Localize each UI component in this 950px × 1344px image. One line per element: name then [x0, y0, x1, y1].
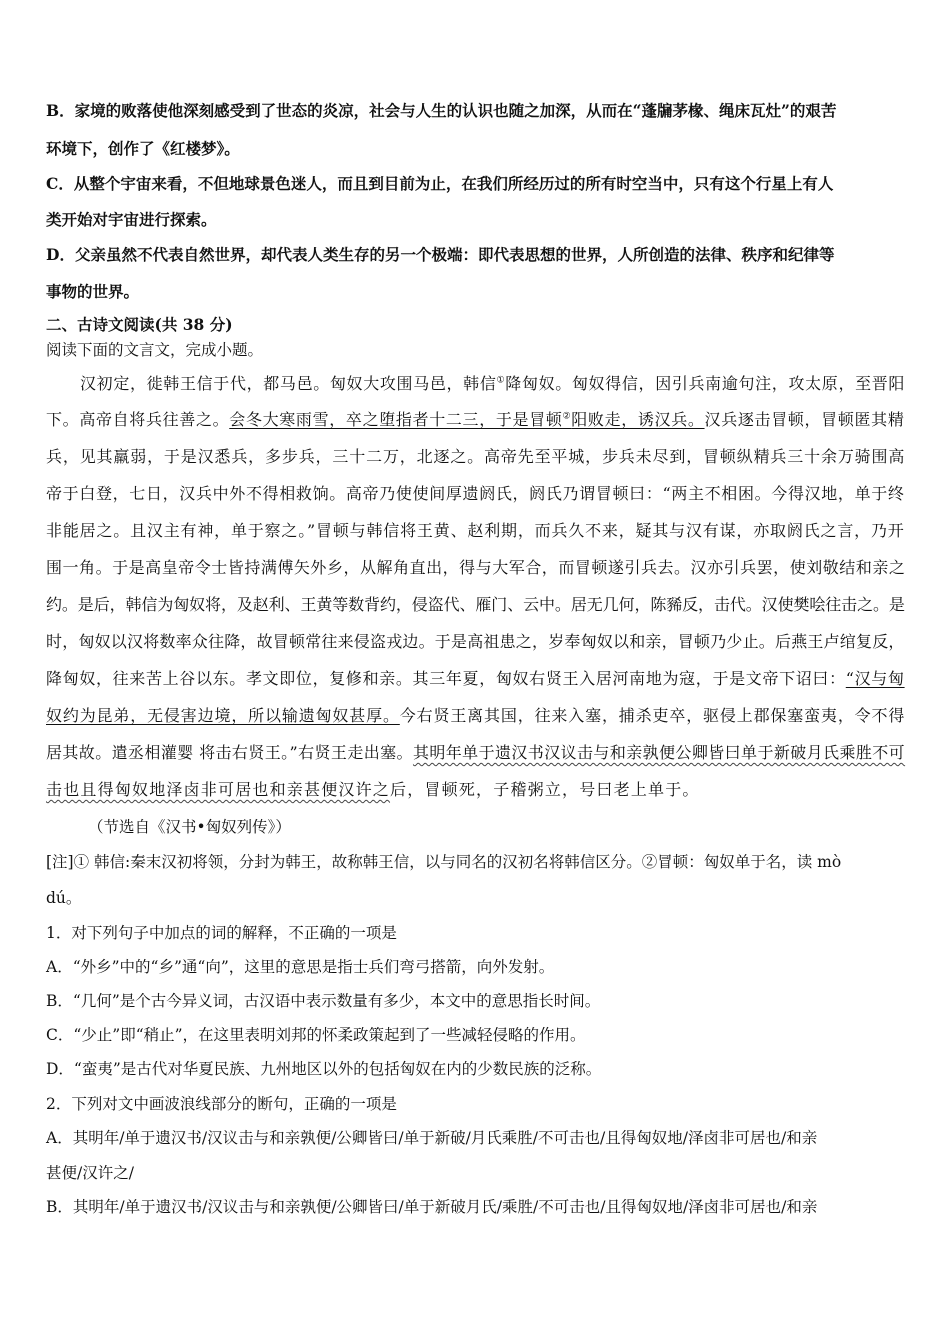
option-d-line-2: 事物的世界。: [46, 282, 140, 301]
passage-line: [80, 374, 905, 394]
footnote-marker: ②: [562, 411, 572, 422]
question-1-option-d: D．“蛮夷”是古代对华夏民族、九州地区以外的包括匈奴在内的少数民族的泛称。: [46, 1060, 602, 1078]
passage-text: 居其故。遣丞相灌婴 将击右贤王。”右贤王走出塞。: [46, 743, 413, 762]
passage-line: [46, 743, 905, 763]
passage-line: 围一角。于是高皇帝令士皆持满傅矢外乡，从解角直出，得与大军合，而冒顿遂引兵去。汉亦引兵罢，使刘敬结和亲之: [46, 558, 906, 577]
underlined-sentence: “汉与匈: [845, 669, 905, 688]
passage-text: 后，冒顿死，子稽粥立，号曰老上单于。: [390, 780, 700, 799]
question-2-option-b-line-1: B．其明年/单于遗汉书/汉议击与和亲孰便/公卿皆曰/单于新破月氏/乘胜/不可击也/且得匈奴地/泽卤非可居也/和亲: [46, 1198, 818, 1216]
question-2-option-a-line-2: 甚便/汉许之/: [46, 1164, 134, 1182]
passage-line: [46, 669, 905, 689]
footnote-marker: ①: [496, 375, 506, 386]
passage-text: 降匈奴。匈奴得信，因引兵南逾句注，攻太原，至晋阳: [505, 374, 906, 393]
passage-line: 兵，见其羸弱，于是汉悉兵，多步兵，三十二万，北逐之。高帝先至平城，步兵未尽到，冒顿纵精兵三十余万骑围高: [46, 447, 906, 466]
passage-text: 降匈奴，往来苦上谷以东。孝文即位，复修和亲。其三年夏，匈奴右贤王入居河南地为寇，于是文帝下诏曰：: [46, 669, 846, 688]
question-1-option-c: C．“少止”即“稍止”，在这里表明刘邦的怀柔政策起到了一些减轻侵略的作用。: [46, 1026, 586, 1044]
passage-line: 时，匈奴以汉将数率众往降，故冒顿常往来侵盗戎边。于是高祖患之，岁奉匈奴以和亲，冒顿乃少止。后燕王卢绾复反，: [46, 632, 905, 651]
question-1-option-a: A．“外乡”中的“乡”通“向”，这里的意思是指士兵们弯弓搭箭，向外发射。: [46, 958, 555, 976]
question-2-option-a-line-1: A．其明年/单于遗汉书/汉议击与和亲孰便/公卿皆曰/单于新破/月氏乘胜/不可击也/且得匈奴地/泽卤非可居也/和亲: [46, 1129, 818, 1147]
passage-text: 汉兵逐击冒顿，冒顿匿其精: [704, 410, 905, 429]
passage-text: 汉初定，徙韩王信于代，都马邑。匈奴大攻围马邑，韩信: [80, 374, 497, 393]
wavy-underlined-sentence: 其明年单于遗汉书汉议击与和亲孰便公卿皆曰单于新破月氏乘胜不可: [412, 743, 906, 762]
passage-source: （节选自《汉书•匈奴列传》）: [88, 818, 291, 836]
passage-line: 帝于白登，七日，汉兵中外不得相救饷。高帝乃使使间厚遗阏氏，阏氏乃谓冒顿曰：“两主不相困。今得汉地，单于终: [46, 484, 905, 503]
passage-text: 阳败走，诱汉兵。: [571, 410, 705, 429]
section-title: 二、古诗文阅读(共 38 分): [46, 315, 233, 334]
underlined-sentence: [229, 410, 704, 429]
reading-instruction: 阅读下面的文言文，完成小题。: [46, 341, 264, 359]
passage-line: 约。是后，韩信为匈奴将，及赵利、王黄等数背约，侵盗代、雁门、云中。居无几何，陈豨反，击代。汉使樊哙往击之。是: [46, 595, 905, 614]
passage-line: [46, 780, 700, 800]
underlined-sentence: 奴约为昆弟，无侵害边境，所以输遗匈奴甚厚。: [46, 706, 400, 725]
footnote-line-2: dú。: [46, 889, 82, 907]
option-c-line-2: 类开始对宇宙进行探索。: [46, 210, 217, 229]
option-b-line-1: B．家境的败落使他深刻感受到了世态的炎凉，社会与人生的认识也随之加深，从而在“蓬牖茅椽、绳床瓦灶”的艰苦: [46, 101, 837, 120]
passage-text: 下。高帝自将兵往善之。: [46, 410, 230, 429]
passage-line: [46, 410, 905, 430]
passage-line: 非能居之。且汉主有神，单于察之。”冒顿与韩信将王黄、赵利期，而兵久不来，疑其与汉有谋，亦取阏氏之言，乃开: [46, 521, 905, 540]
question-1-option-b: B．“几何”是个古今异义词，古汉语中表示数量有多少，本文中的意思指长时间。: [46, 992, 601, 1010]
wavy-underlined-sentence: 击也且得匈奴地泽卤非可居也和亲甚便汉许之: [46, 780, 391, 799]
question-1: 1．对下列句子中加点的词的解释，不正确的一项是: [46, 924, 397, 942]
option-c-line-1: C．从整个宇宙来看，不但地球景色迷人，而且到目前为止，在我们所经历过的所有时空当中，只有这个行星上有人: [46, 174, 834, 193]
question-2: 2．下列对文中画波浪线部分的断句，正确的一项是: [46, 1095, 397, 1113]
passage-text: 会冬大寒雨雪，卒之堕指者十二三，于是冒顿: [229, 410, 563, 429]
passage-text: 今右贤王离其国，往来入塞，捕杀吏卒，驱侵上郡保塞蛮夷，令不得: [399, 706, 906, 725]
option-d-line-1: D．父亲虽然不代表自然世界，却代表人类生存的另一个极端：即代表思想的世界，人所创造的法律、秩序和纪律等: [46, 245, 835, 264]
option-b-line-2: 环境下，创作了《红楼梦》。: [46, 139, 240, 158]
passage-line: [46, 706, 905, 726]
footnote-line-1: [注]① 韩信:秦末汉初将领，分封为韩王，故称韩王信，以与同名的汉初名将韩信区分。②冒顿：匈奴单于名，读 mò: [46, 853, 842, 871]
